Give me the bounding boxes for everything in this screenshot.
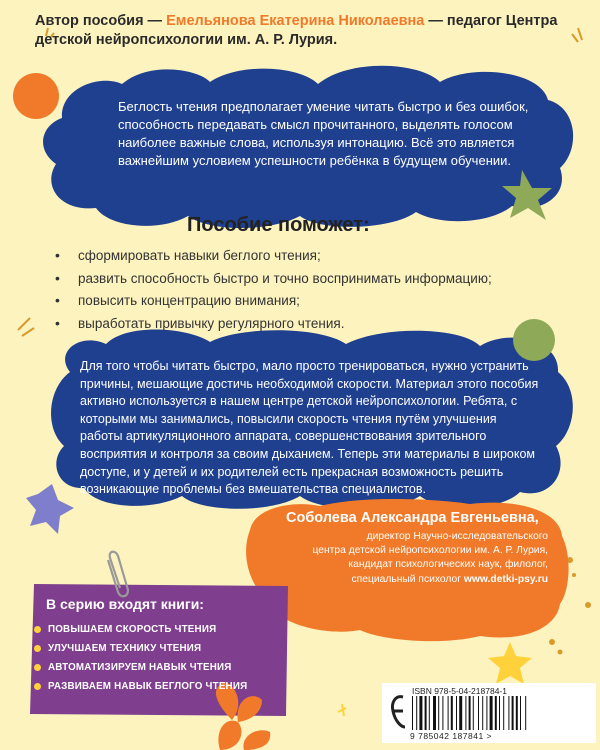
- decorative-dot: [572, 573, 576, 577]
- publisher-logo-icon: [389, 693, 407, 731]
- series-book-item: ПОВЫШАЕМ СКОРОСТЬ ЧТЕНИЯ: [34, 620, 247, 639]
- signature-line-prefix: специальный психолог: [351, 573, 464, 585]
- barcode-bar: [520, 696, 521, 730]
- barcode-bar: [516, 696, 518, 730]
- series-title: В серию входят книги:: [46, 596, 204, 612]
- barcode-bar: [508, 696, 509, 730]
- decorative-dot: [585, 602, 591, 608]
- barcode-bar: [456, 696, 457, 730]
- barcode-bar: [512, 696, 514, 730]
- barcode-bar: [448, 696, 449, 730]
- barcode-bar: [482, 696, 483, 730]
- barcode-bar: [490, 696, 493, 730]
- barcode-bar: [473, 696, 474, 730]
- barcode-bar: [438, 696, 439, 730]
- list-item: • повысить концентрацию внимания;: [55, 291, 575, 314]
- signature-name: Соболева Александра Евгеньевна,: [286, 510, 539, 526]
- barcode-number: 9 785042 187841 >: [410, 731, 493, 741]
- decorative-dot: [549, 639, 555, 645]
- website-link[interactable]: www.detki-psy.ru: [463, 573, 548, 585]
- barcode-bar: [451, 696, 453, 730]
- signature-line: [244, 573, 548, 587]
- decorative-spark: [338, 704, 346, 716]
- list-item: • выработать привычку регулярного чтения.: [55, 314, 575, 337]
- barcode-bar: [425, 696, 427, 730]
- signature-line: центра детской нейропсихологии им. А. Р. Лурия,: [312, 545, 548, 557]
- series-book-item: АВТОМАТИЗИРУЕМ НАВЫК ЧТЕНИЯ: [34, 658, 247, 677]
- barcode-bar: [499, 696, 500, 730]
- signature-description: [244, 530, 548, 587]
- author-name: Емельянова Екатерина Николаевна: [166, 13, 425, 29]
- main-text: Для того чтобы читать быстро, мало просто тренироваться, нужно устранить причины, мешающие достичь необходимой скорости. Материал этого пособия активно используется в нашем центре детской нейропсихологии. Ребята, с которыми мы занимались, повысили скорость чтения путём улучшения работы артикуляционного аппарата, совершенствования зрительного восприятия и контроля за своим дыханием. Теперь эти материалы в широком доступе, и у детей и их родителей есть прекрасная возможность решить возникающие проблемы без вмешательства специалистов.: [80, 359, 539, 497]
- signature-line: директор Научно-исследовательского: [366, 531, 548, 542]
- helps-list: [55, 246, 575, 336]
- orange-circle: [13, 73, 59, 119]
- barcode-bar: [486, 696, 487, 730]
- barcode-bar: [503, 696, 504, 730]
- barcode-bar: [465, 696, 466, 730]
- intro-text: Беглость чтения предполагает умение читать быстро и без ошибок, способность передавать смысл прочитанного, выделять голосом наиболее важные слова, используя интонацию. Всё это является важнейшим условием успешности ребёнка в будущем обучении.: [118, 99, 529, 168]
- barcode-bar: [416, 696, 417, 730]
- barcode-bar: [433, 696, 436, 730]
- author-suffix: — педагог Центра детской нейропсихологии им. А. Р. Лурия.: [35, 13, 558, 48]
- yellow-star-icon: [488, 642, 532, 684]
- decorative-dot: [558, 650, 563, 655]
- barcode-bar: [459, 696, 462, 730]
- series-book-item: РАЗВИВАЕМ НАВЫК БЕГЛОГО ЧТЕНИЯ: [34, 677, 247, 696]
- barcode-bar: [442, 696, 443, 730]
- author-credit: [35, 12, 575, 50]
- barcode-bar: [469, 696, 471, 730]
- barcode-bar: [412, 696, 413, 730]
- list-item: • развить способность быстро и точно воспринимать информацию;: [55, 269, 575, 292]
- list-item: • сформировать навыки беглого чтения;: [55, 246, 575, 269]
- signature-line: кандидат психологических наук, филолог,: [348, 559, 548, 571]
- barcode-bar: [495, 696, 497, 730]
- barcode-bar: [429, 696, 430, 730]
- periwinkle-star-icon: [26, 484, 74, 534]
- barcode-bar: [478, 696, 479, 730]
- barcode-bar: [419, 696, 422, 730]
- barcode-bar: [525, 696, 526, 730]
- series-list: [34, 620, 247, 696]
- helps-title: Пособие поможет:: [187, 214, 370, 236]
- author-prefix: Автор пособия —: [35, 13, 167, 29]
- decorative-spark: [18, 318, 34, 336]
- series-book-item: УЛУЧШАЕМ ТЕХНИКУ ЧТЕНИЯ: [34, 639, 247, 658]
- isbn-text: ISBN 978-5-04-218784-1: [412, 686, 507, 696]
